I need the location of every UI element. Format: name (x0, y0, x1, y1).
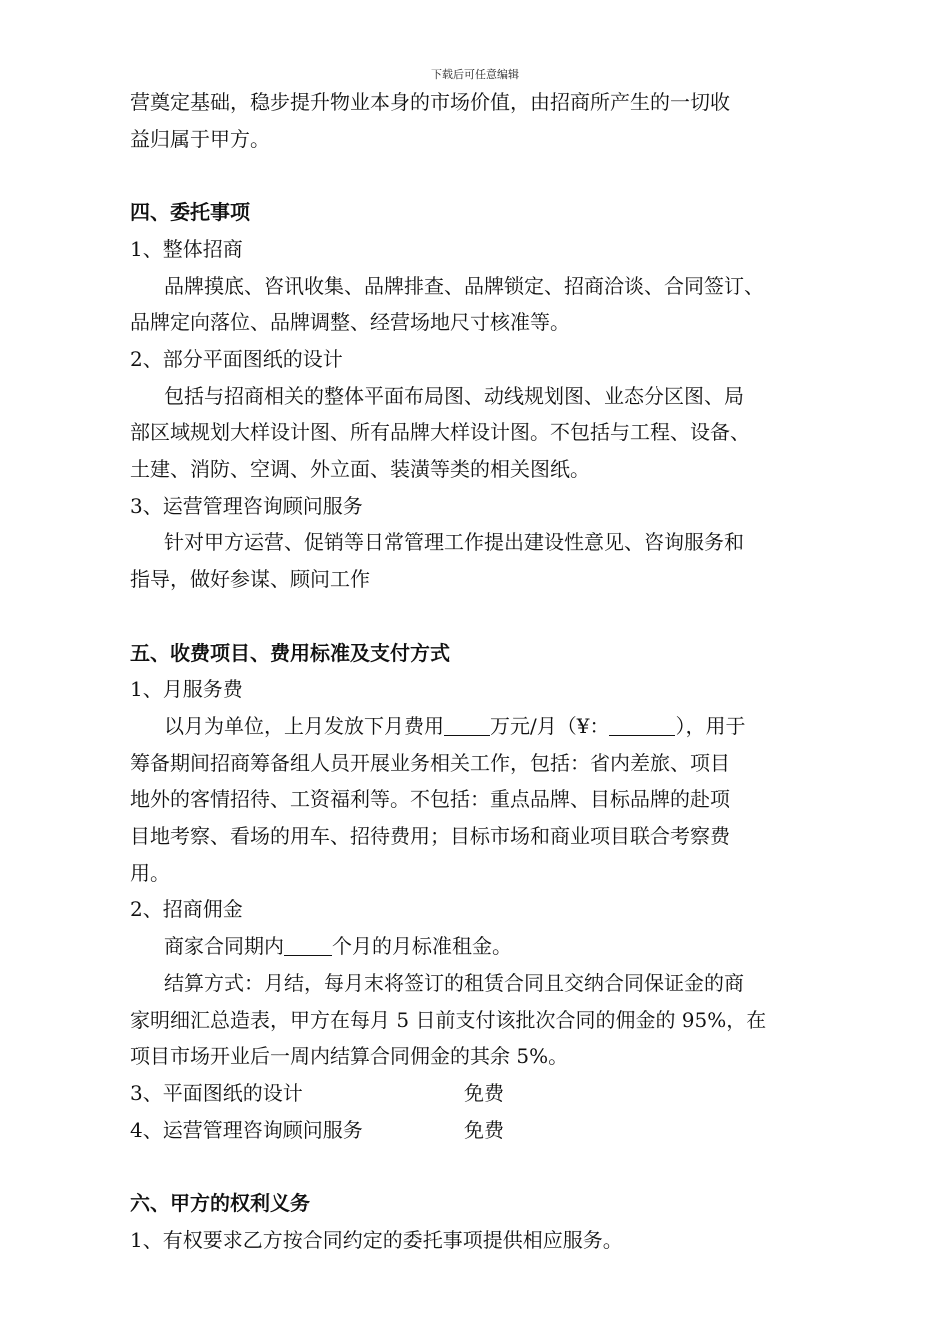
paragraph-line: 用。 (130, 860, 170, 885)
text-run: ），用于 (675, 713, 746, 738)
text-run: 个月的月标准租金。 (332, 934, 512, 959)
item-title: 3、运营管理咨询顾问服务 (130, 493, 363, 518)
intro-line: 益归属于甲方。 (130, 126, 270, 151)
header-note: 下载后可任意编辑 (431, 68, 519, 81)
paragraph-line: 部区域规划大样设计图、所有品牌大样设计图。不包括与工程、设备、 (130, 420, 750, 445)
fee-label: 3、平面图纸的设计 (130, 1080, 303, 1105)
fill-blank-months[interactable] (284, 933, 332, 956)
spacer (130, 1148, 830, 1185)
paragraph-line: 项目市场开业后一周内结算合同佣金的其余 5%。 (130, 1044, 569, 1069)
text-run: 商家合同期内 (164, 934, 284, 959)
section-5-heading: 五、收费项目、费用标准及支付方式 (130, 640, 450, 665)
paragraph-line: 品牌定向落位、品牌调整、经营场地尺寸核准等。 (130, 310, 570, 335)
fee-row (130, 1075, 830, 1112)
paragraph-line: 结算方式：月结，每月末将签订的租赁合同且交纳合同保证金的商 (164, 970, 744, 995)
fill-blank-yen[interactable] (609, 713, 675, 736)
paragraph-line (130, 708, 830, 745)
section-6-heading: 六、甲方的权利义务 (130, 1191, 310, 1216)
section-4-heading: 四、委托事项 (130, 200, 250, 225)
intro-line: 营奠定基础，稳步提升物业本身的市场价值，由招商所产生的一切收 (130, 90, 730, 114)
paragraph-line: 1、有权要求乙方按合同约定的委托事项提供相应服务。 (130, 1227, 623, 1252)
item-title: 1、月服务费 (130, 677, 243, 702)
fee-value: 免费 (464, 1117, 504, 1142)
fee-label: 4、运营管理咨询顾问服务 (130, 1117, 363, 1142)
document-body (130, 84, 830, 1258)
item-title: 2、部分平面图纸的设计 (130, 346, 343, 371)
paragraph-line: 目地考察、看场的用车、招待费用；目标市场和商业项目联合考察费 (130, 824, 730, 849)
paragraph-line: 土建、消防、空调、外立面、装潢等类的相关图纸。 (130, 457, 590, 482)
item-title: 2、招商佣金 (130, 897, 243, 922)
paragraph-line: 品牌摸底、咨讯收集、品牌排查、品牌锁定、招商洽谈、合同签订、 (164, 273, 764, 298)
fee-value: 免费 (464, 1080, 504, 1105)
fee-row (130, 1112, 830, 1149)
text-run: 万元/月（¥： (490, 713, 610, 738)
fill-blank-amount[interactable] (444, 713, 490, 736)
paragraph-line (130, 928, 830, 965)
spacer (130, 598, 830, 635)
text-run: 以月为单位，上月发放下月费用 (164, 713, 444, 738)
paragraph-line: 地外的客情招待、工资福利等。不包括：重点品牌、目标品牌的赴项 (130, 787, 730, 812)
item-title: 1、整体招商 (130, 236, 243, 261)
paragraph-line: 筹备期间招商筹备组人员开展业务相关工作，包括：省内差旅、项目 (130, 750, 730, 775)
paragraph-line: 指导，做好参谋、顾问工作 (130, 567, 370, 592)
paragraph-line: 家明细汇总造表，甲方在每月 5 日前支付该批次合同的佣金的 95%，在 (130, 1007, 767, 1032)
paragraph-line: 针对甲方运营、促销等日常管理工作提出建设性意见、咨询服务和 (164, 530, 744, 555)
spacer (130, 157, 830, 194)
paragraph-line: 包括与招商相关的整体平面布局图、动线规划图、业态分区图、局 (164, 383, 744, 408)
